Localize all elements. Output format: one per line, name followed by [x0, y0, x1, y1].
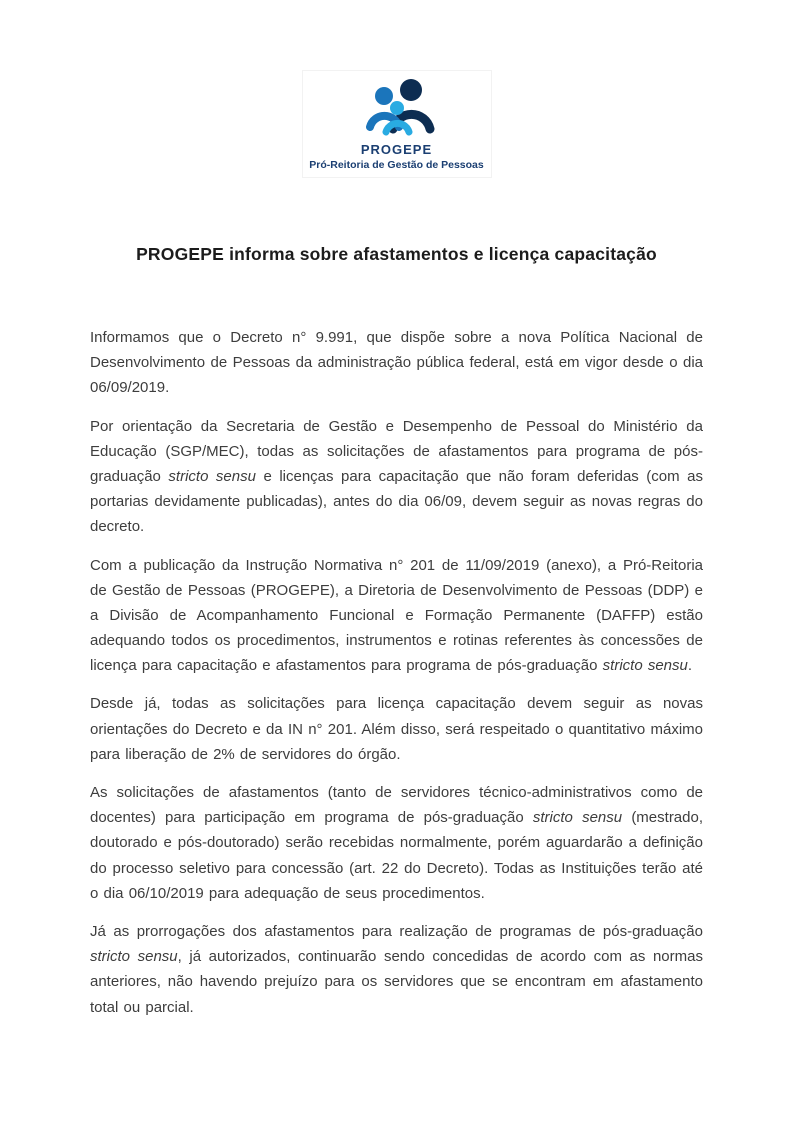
people-icon [337, 75, 457, 141]
progepe-logo [302, 70, 492, 178]
text-run: Informamos que o Decreto n° 9.991, que dispõe sobre a nova Política Nacional de Desenvolvimento de Pessoas da administração pública federal, está em vigor desde o dia 06/09/2019. [90, 329, 703, 397]
paragraph [90, 414, 703, 540]
text-run: Com a publicação da Instrução Normativa n° 201 de 11/09/2019 (anexo), a Pró-Reitoria de Gestão de Pessoas (PROGEPE), a Diretoria de Desenvolvimento de Pessoas (DDP) e a Divisão de Acompanhamento Funcional e Formação Permanente (DAFFP) estão adequando todos os procedimentos, instrumentos e rotinas referentes às concessões de licença para capacitação e afastamentos para programa de pós-graduação [90, 556, 703, 675]
paragraph [90, 553, 703, 679]
logo-title: PROGEPE [360, 142, 433, 157]
text-run: , já autorizados, continuarão sendo concedidas de acordo com as normas anteriores, não havendo prejuízo para os servidores que se encontram em afastamento total ou parcial. [90, 948, 703, 1016]
text-run: Por orientação da Secretaria de Gestão e Desempenho de Pessoal do Ministério da Educação (SGP/MEC), todas as solicitações de afastamentos para programa de pós-graduação [90, 417, 703, 485]
italic-text-run: stricto sensu [602, 657, 688, 675]
text-run: Desde já, todas as solicitações para licença capacitação devem seguir as novas orientações do Decreto e da IN n° 201. Além disso, será respeitado o quantitativo máximo para liberação de 2% de servidores do órgão. [90, 695, 703, 763]
paragraph [90, 325, 703, 401]
text-run: (mestrado, doutorado e pós-doutorado) serão recebidas normalmente, porém aguardarão a definição do processo seletivo para concessão (art. 22 do Decreto). Todas as Instituições terão até o dia 06/10/2019 para adequação de seus procedimentos. [90, 809, 704, 902]
text-run: . [687, 657, 693, 675]
text-run: Já as prorrogações dos afastamentos para realização de programas de pós-graduação [90, 922, 703, 940]
text-run: As solicitações de afastamentos (tanto de servidores técnico-administrativos como de docentes) para participação em programa de pós-graduação [90, 784, 703, 827]
italic-text-run: stricto sensu [168, 467, 256, 485]
italic-text-run: stricto sensu [90, 948, 178, 966]
italic-text-run: stricto sensu [532, 809, 623, 827]
paragraph [90, 780, 703, 906]
logo-subtitle: Pró-Reitoria de Gestão de Pessoas [309, 159, 484, 171]
paragraph [90, 691, 703, 767]
text-run: e licenças para capacitação que não foram deferidas (com as portarias devidamente publicadas), antes do dia 06/09, devem seguir as novas regras do decreto. [90, 467, 703, 536]
paragraph [90, 919, 703, 1020]
paragraphs [90, 325, 703, 1020]
page-title: PROGEPE informa sobre afastamentos e licença capacitação [136, 244, 657, 264]
